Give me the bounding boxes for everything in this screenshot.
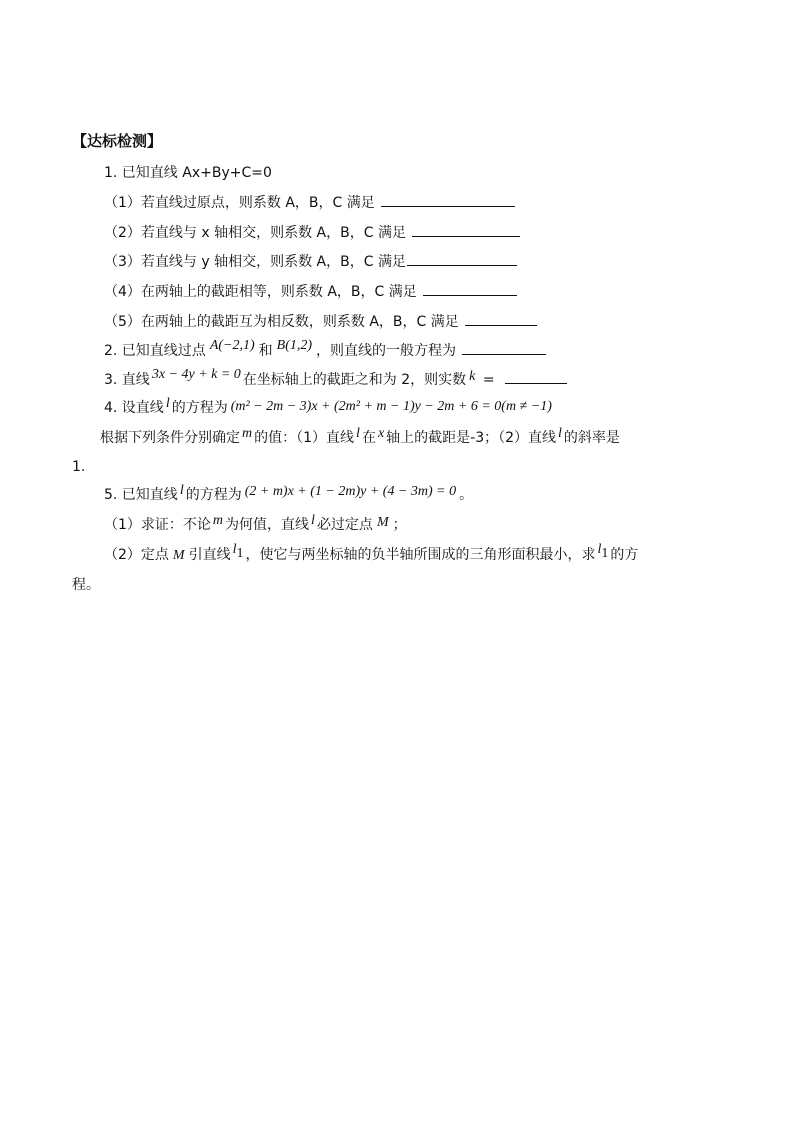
q5-end: 。 (459, 487, 474, 503)
q4-prefix: 4. 设直线 (104, 400, 164, 416)
var-l1 (232, 542, 244, 561)
var-M: M (172, 548, 185, 563)
section-title: 【达标检测】 (72, 132, 163, 150)
point-a: A(−2,1) (209, 338, 255, 353)
q1-item-5-text: （5）在两轴上的截距互为相反数，则系数 A，B，C 满足 (104, 314, 459, 330)
var-l1-subscript: 1 (236, 545, 244, 561)
q2 (104, 340, 546, 362)
q2-middle: 和 (258, 343, 273, 359)
answer-blank[interactable] (465, 311, 537, 326)
var-l: l (311, 513, 315, 528)
q5-p2-a: （2）定点 (104, 547, 169, 563)
q4-equation: (m² − 2m − 3)x + (2m² + m − 1)y − 2m + 6 = 0(m ≠ −1) (230, 399, 552, 414)
q1-item-2 (104, 222, 520, 243)
q3 (104, 369, 567, 391)
q1-item-4 (104, 281, 517, 302)
var-l1-subscript: 1 (601, 545, 609, 561)
answer-blank[interactable] (407, 251, 517, 266)
q3-prefix: 3. 直线 (104, 372, 150, 388)
var-m: m (242, 426, 253, 441)
q4-middle: 的方程为 (171, 400, 228, 416)
var-l1 (597, 542, 609, 561)
q5-prefix: 5. 已知直线 (104, 487, 178, 503)
q5-equation: (2 + m)x + (1 − 2m)y + (4 − 3m) = 0 (244, 484, 457, 499)
var-x: x (377, 426, 385, 441)
q4-cond-3: 在 (361, 430, 376, 446)
q1-item-3 (104, 251, 517, 272)
q3-middle: 在坐标轴上的截距之和为 2，则实数 (242, 372, 467, 388)
var-l1-letter: l (232, 542, 237, 557)
answer-blank[interactable] (412, 222, 520, 237)
q5-p1-c: 必过定点 (316, 517, 373, 533)
q1-stem: 1. 已知直线 Ax+By+C=0 (104, 165, 272, 181)
var-k: k (469, 369, 476, 384)
q4-cond-1: 根据下列条件分别确定 (100, 430, 240, 446)
q5-p2-c: ，使它与两坐标轴的负半轴所围成的三角形面积最小，求 (245, 547, 596, 563)
var-M: M (376, 515, 389, 530)
q1-item-1 (104, 192, 515, 213)
q5-p2-end: 程。 (72, 577, 100, 593)
q5-p2-d: 的方 (610, 547, 639, 563)
q5-p2-b: 引直线 (188, 547, 231, 563)
answer-blank[interactable] (381, 192, 515, 207)
q1-item-2-text: （2）若直线与 x 轴相交，则系数 A，B，C 满足 (104, 225, 406, 241)
q4-cond-2: 的值：（1）直线 (254, 430, 355, 446)
q5-p1-end: ； (392, 517, 407, 533)
q1-item-4-text: （4）在两轴上的截距相等，则系数 A，B，C 满足 (104, 284, 417, 300)
q4-stem (104, 398, 552, 419)
q5-stem (104, 485, 473, 506)
q1-item-3-text: （3）若直线与 y 轴相交，则系数 A，B，C 满足 (104, 254, 406, 270)
q2-prefix: 2. 已知直线过点 (104, 343, 206, 359)
var-m: m (212, 513, 224, 528)
q5-p1-b: 为何值，直线 (225, 517, 310, 533)
answer-blank[interactable] (462, 340, 546, 355)
q3-suffix: = (478, 372, 495, 388)
var-l: l (179, 483, 184, 498)
var-l1-letter: l (597, 542, 602, 557)
q3-equation: 3x − 4y + k = 0 (151, 367, 241, 382)
q5-part-2 (104, 542, 639, 570)
q1-item-5 (104, 311, 537, 332)
var-l: l (558, 426, 562, 441)
q5-middle: 的方程为 (185, 487, 242, 503)
q5-p1-a: （1）求证：不论 (104, 517, 211, 533)
q1-item-1-text: （1）若直线过原点，则系数 A，B，C 满足 (104, 195, 375, 211)
q4-cond-5: 的斜率是 (563, 430, 620, 446)
q2-suffix: ，则直线的一般方程为 (316, 343, 457, 359)
answer-blank[interactable] (423, 281, 517, 296)
q4-conditions (100, 428, 620, 449)
point-b: B(1,2) (276, 338, 313, 353)
answer-blank[interactable] (505, 369, 567, 384)
q4-cond-4: 轴上的截距是-3；（2）直线 (386, 430, 557, 446)
var-l: l (165, 396, 170, 411)
var-l: l (356, 426, 360, 441)
q5-part-1 (104, 515, 407, 536)
q4-cond-end: 1. (72, 459, 86, 475)
